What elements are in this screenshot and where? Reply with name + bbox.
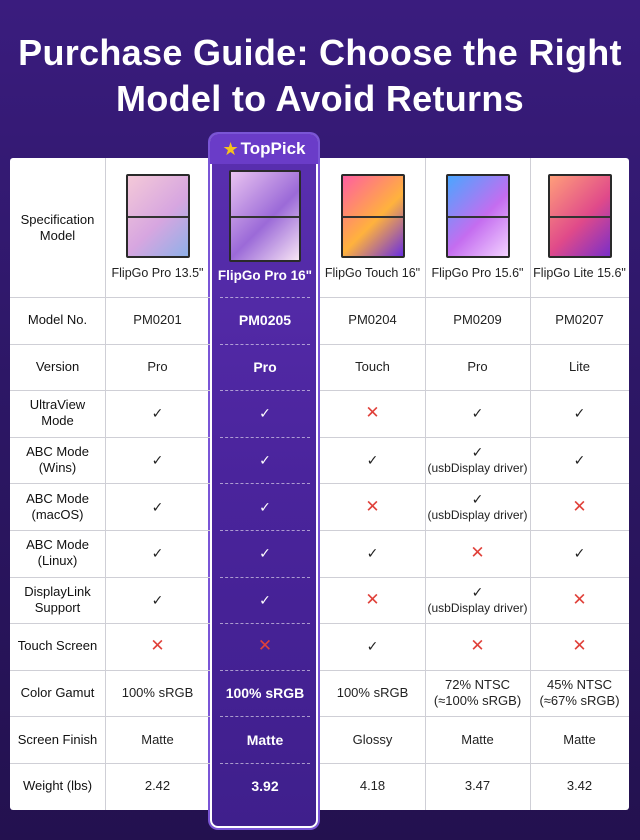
- table-cell: [105, 437, 210, 484]
- check-icon: ✓: [259, 591, 271, 608]
- table-cell: 3.92: [251, 778, 279, 795]
- check-icon: ✓: [573, 405, 586, 422]
- row-label: ABC Mode (Wins): [26, 444, 89, 476]
- row-label: DisplayLink Support: [24, 583, 91, 615]
- model-name: FlipGo Pro 15.6": [431, 266, 524, 280]
- dual-screen-monitor-colorful-shapes: [341, 174, 405, 258]
- hinge-bar: [341, 216, 405, 218]
- table-cell: [210, 530, 320, 577]
- model-name: FlipGo Lite 15.6": [533, 266, 626, 280]
- row-label: Model No.: [27, 312, 88, 328]
- spec-model-header: Specification Model: [20, 211, 95, 243]
- table-cell: 100% sRGB: [121, 685, 194, 701]
- dual-screen-monitor-blue-wave: [446, 174, 510, 258]
- row-label: Screen Finish: [17, 731, 98, 747]
- table-cell: [425, 390, 530, 437]
- table-cell: [530, 437, 629, 484]
- check-icon: ✓: [366, 545, 379, 562]
- table-cell: [210, 437, 320, 484]
- check-icon: ✓: [366, 638, 379, 655]
- cross-icon: ✕: [572, 636, 587, 656]
- table-cell: 2.42: [144, 778, 171, 794]
- table-cell: 4.18: [359, 778, 386, 794]
- row-label: ABC Mode (macOS): [26, 490, 89, 522]
- dual-screen-monitor-pink-wave: [126, 174, 190, 258]
- table-cell: [210, 390, 320, 437]
- cross-icon: ✕: [470, 543, 485, 563]
- row-label: Color Gamut: [20, 685, 95, 701]
- cell-value: 72% NTSC: [444, 677, 511, 693]
- dual-screen-monitor-purple-wave: [229, 170, 301, 262]
- check-icon: ✓: [366, 452, 379, 469]
- table-cell: [105, 577, 210, 624]
- table-cell: [530, 577, 629, 624]
- cross-icon: ✕: [470, 636, 485, 656]
- table-cell: [320, 437, 425, 484]
- cell-note: (usbDisplay driver): [427, 507, 528, 522]
- top-pick-label: TopPick: [240, 139, 306, 158]
- table-cell: [320, 577, 425, 624]
- row-label: ABC Mode (Linux): [26, 537, 89, 569]
- table-cell: [425, 623, 530, 670]
- cell-note: (usbDisplay driver): [427, 461, 528, 476]
- table-cell: [320, 483, 425, 530]
- table-cell: [530, 623, 629, 670]
- check-icon: ✓: [573, 452, 586, 469]
- check-icon: ✓: [259, 545, 271, 562]
- table-cell: [530, 390, 629, 437]
- cross-icon: ✕: [572, 496, 587, 516]
- check-icon: ✓: [151, 405, 164, 422]
- table-cell: Pro: [253, 358, 277, 375]
- table-cell: Matte: [246, 731, 284, 748]
- table-cell: [530, 530, 629, 577]
- hinge-bar: [229, 216, 301, 218]
- table-cell: [320, 530, 425, 577]
- cell-note: (≈100% sRGB): [433, 693, 522, 709]
- cross-icon: ✕: [572, 589, 587, 609]
- table-cell: PM0201: [133, 312, 182, 328]
- cell-note: (usbDisplay driver): [427, 600, 528, 615]
- row-label: UltraView Mode: [29, 397, 86, 429]
- cross-icon: ✕: [257, 636, 273, 656]
- table-cell: PM0205: [238, 312, 292, 329]
- table-cell: [320, 623, 425, 670]
- check-icon: ✓: [471, 444, 484, 461]
- hinge-bar: [548, 216, 612, 218]
- table-cell: [425, 483, 530, 530]
- dual-screen-monitor-pink-fluid: [548, 174, 612, 258]
- check-icon: ✓: [259, 498, 271, 515]
- table-cell: [425, 530, 530, 577]
- cell-note: (≈67% sRGB): [539, 693, 620, 709]
- model-name: FlipGo Pro 13.5": [111, 266, 204, 280]
- check-icon: ✓: [151, 498, 164, 515]
- check-icon: ✓: [151, 545, 164, 562]
- page-title-text: Purchase Guide: Choose the Right Model to Avoid Returns: [18, 32, 622, 119]
- table-cell: [105, 483, 210, 530]
- table-cell: Matte: [141, 731, 174, 747]
- row-label: Weight (lbs): [22, 778, 93, 794]
- table-cell: Matte: [461, 731, 494, 747]
- check-icon: ✓: [259, 405, 271, 422]
- table-cell: Pro: [467, 358, 488, 374]
- cross-icon: ✕: [365, 403, 380, 423]
- cross-icon: ✕: [150, 636, 165, 656]
- check-icon: ✓: [471, 583, 484, 600]
- table-cell: PM0209: [453, 312, 502, 328]
- table-cell: 3.47: [464, 778, 491, 794]
- table-cell: [105, 390, 210, 437]
- table-cell: [530, 670, 629, 717]
- table-cell: [105, 530, 210, 577]
- check-icon: ✓: [471, 405, 484, 422]
- table-cell: [210, 577, 320, 624]
- check-icon: ✓: [151, 591, 164, 608]
- table-cell: 3.42: [566, 778, 593, 794]
- table-cell: Touch: [355, 358, 390, 374]
- top-pick-badge: [210, 134, 318, 164]
- cell-value: 45% NTSC: [546, 677, 613, 693]
- cross-icon: ✕: [365, 589, 380, 609]
- table-cell: [425, 437, 530, 484]
- table-cell: Pro: [147, 358, 168, 374]
- hinge-bar: [126, 216, 190, 218]
- table-cell: [210, 623, 320, 670]
- model-name: FlipGo Pro 16": [217, 268, 313, 283]
- table-cell: Matte: [563, 731, 596, 747]
- table-cell: [210, 483, 320, 530]
- table-cell: 100% sRGB: [225, 685, 305, 702]
- row-label: Touch Screen: [17, 638, 98, 654]
- table-cell: Glossy: [352, 731, 393, 747]
- table-cell: [425, 577, 530, 624]
- check-icon: ✓: [259, 452, 271, 469]
- row-label: Version: [35, 358, 80, 374]
- star-icon: ★: [222, 138, 239, 159]
- check-icon: ✓: [151, 452, 164, 469]
- table-cell: [320, 390, 425, 437]
- table-cell: PM0207: [555, 312, 604, 328]
- page-title: [0, 30, 640, 122]
- table-cell: [425, 670, 530, 717]
- check-icon: ✓: [471, 490, 484, 507]
- table-cell: Lite: [569, 358, 590, 374]
- cross-icon: ✕: [365, 496, 380, 516]
- hinge-bar: [446, 216, 510, 218]
- table-cell: PM0204: [348, 312, 397, 328]
- table-cell: [530, 483, 629, 530]
- check-icon: ✓: [573, 545, 586, 562]
- model-name: FlipGo Touch 16": [324, 266, 421, 280]
- table-cell: 100% sRGB: [336, 685, 409, 701]
- table-cell: [105, 623, 210, 670]
